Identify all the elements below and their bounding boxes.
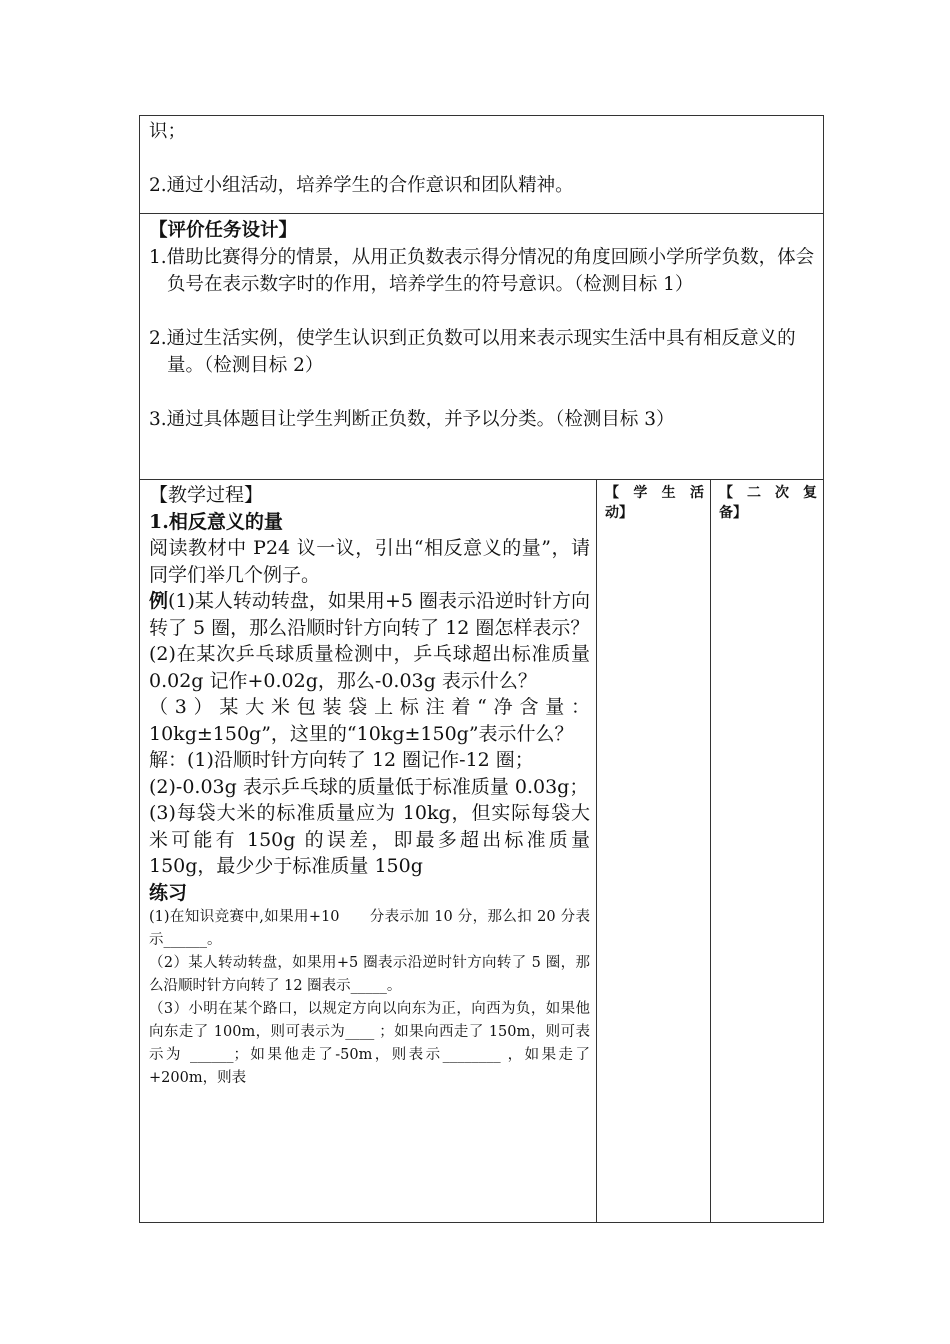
secondary-prep-header-2: 备】 xyxy=(719,505,747,521)
solution-2: (2)-0.03g 表示乒乓球的质量低于标准质量 0.03g； xyxy=(149,775,589,798)
example-1-text: (1)某人转动转盘，如果用+5 圈表示沿逆时针方向转了 5 圈，那么沿顺时针方向转了 12 圈怎样表示？ xyxy=(149,590,590,639)
student-activity-header-2: 动】 xyxy=(605,505,633,521)
example-1 xyxy=(149,588,590,641)
student-activity-header-1: 【学生活 xyxy=(605,485,704,501)
lesson-plan-page xyxy=(139,115,824,1223)
secondary-prep-column xyxy=(711,480,823,1222)
section-title: 1.相反意义的量 xyxy=(149,510,283,533)
example-3: （3）某大米包装袋上标注着“净含量：10kg±150g”，这里的“10kg±150g”表示什么？ xyxy=(149,696,590,745)
student-activity-column xyxy=(597,480,711,1222)
process-heading: 【教学过程】 xyxy=(149,484,264,506)
intro-text: 阅读教材中 P24 议一议，引出“相反意义的量”，请同学们举几个例子。 xyxy=(149,537,590,586)
secondary-prep-header-1: 【二次复 xyxy=(719,485,817,501)
evaluation-item-1: 1.借助比赛得分的情景，从用正负数表示得分情况的角度回顾小学所学负数，体会负号在表示数字时的作用，培养学生的符号意识。（检测目标 1） xyxy=(149,247,815,295)
teaching-process-column xyxy=(140,480,597,1222)
practice-3: （3）小明在某个路口，以规定方向以向东为正，向西为负，如果他向东走了 100m，则可表示为____ ；如果向西走了 150m，则可表示为 ______；如果他走了-50m，则表示________ ，如果走了+200m，则表 xyxy=(149,1001,590,1086)
solution-3: (3)每袋大米的标准质量应为 10kg，但实际每袋大米可能有 150g 的误差，即最多超出标准质量 150g，最少少于标准质量 150g xyxy=(149,802,590,877)
objective-line-tail: 识； xyxy=(149,121,187,142)
example-2: (2)在某次乒乓球质量检测中，乒乓球超出标准质量 0.02g 记作+0.02g，那么-0.03g 表示什么？ xyxy=(149,643,590,692)
evaluation-heading: 【评价任务设计】 xyxy=(149,220,298,241)
evaluation-item-3: 3.通过具体题目让学生判断正负数，并予以分类。（检测目标 3） xyxy=(149,409,675,430)
example-label: 例 xyxy=(149,590,169,612)
solution-1: 解：(1)沿顺时针方向转了 12 圈记作-12 圈； xyxy=(149,749,534,771)
practice-1: (1)在知识竞赛中,如果用+10 分表示加 10 分，那么扣 20 分表示______。 xyxy=(149,909,590,948)
evaluation-section xyxy=(139,214,824,480)
objective-item-2: 2.通过小组活动，培养学生的合作意识和团队精神。 xyxy=(149,175,574,196)
process-section xyxy=(139,480,824,1223)
evaluation-item-2: 2.通过生活实例，使学生认识到正负数可以用来表示现实生活中具有相反意义的量。（检测目标 2） xyxy=(149,328,796,376)
practice-2: （2）某人转动转盘，如果用+5 圈表示沿逆时针方向转了 5 圈，那么沿顺时针方向转了 12 圈表示_____。 xyxy=(149,955,590,994)
practice-title: 练习 xyxy=(149,881,188,904)
objectives-section xyxy=(139,115,824,214)
